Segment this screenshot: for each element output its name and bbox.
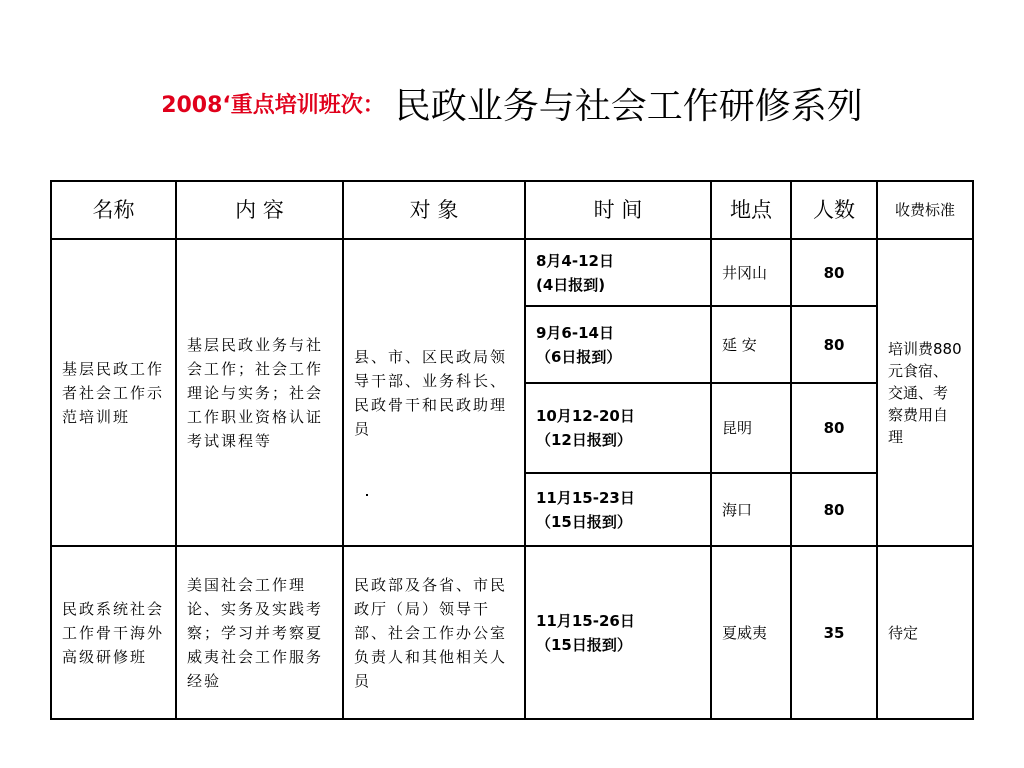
session-time-cell [525, 383, 711, 473]
title-main: 民政业务与社会工作研修系列 [394, 86, 863, 127]
session-count-cell: 80 [791, 306, 877, 383]
session-checkin: （6日报到） [536, 347, 622, 366]
session-count-cell: 35 [791, 546, 877, 719]
session-place-cell: 井冈山 [711, 239, 791, 306]
session-count-cell: 80 [791, 239, 877, 306]
session-place-cell: 海口 [711, 473, 791, 546]
header-content: 内 容 [176, 181, 343, 239]
session-dates: 11月15-23日 [536, 488, 635, 507]
course-content-cell: 基层民政业务与社会工作；社会工作理论与实务；社会工作职业资格认证考试课程等 [176, 239, 343, 546]
session-place-cell: 延 安 [711, 306, 791, 383]
session-time-cell [525, 473, 711, 546]
table-row [51, 239, 973, 306]
session-dates: 11月15-26日 [536, 611, 635, 630]
course-target-cell: 民政部及各省、市民政厅（局）领导干部、社会工作办公室负责人和其他相关人员 [343, 546, 525, 719]
session-count-cell: 80 [791, 473, 877, 546]
session-dates: 8月4-12日 [536, 251, 614, 270]
session-dates: 10月12-20日 [536, 407, 635, 425]
session-checkin: （15日报到） [536, 512, 632, 531]
session-place-cell: 夏威夷 [711, 546, 791, 719]
session-time-cell [525, 546, 711, 719]
table-header-row [51, 181, 973, 239]
header-time: 时 间 [525, 181, 711, 239]
fee-cell: 培训费880元食宿、交通、考察费用自理 [877, 239, 973, 546]
session-place-cell: 昆明 [711, 383, 791, 473]
course-target-cell: 县、市、区民政局领导干部、业务科长、民政骨干和民政助理员 [343, 239, 525, 546]
header-name: 名称 [51, 181, 176, 239]
title-prefix: 2008‘重点培训班次： [161, 93, 385, 118]
stray-dot [366, 494, 368, 496]
session-time-cell [525, 306, 711, 383]
course-name-cell: 基层民政工作者社会工作示范培训班 [51, 239, 176, 546]
header-place: 地点 [711, 181, 791, 239]
slide-title [0, 78, 1024, 129]
fee-cell: 待定 [877, 546, 973, 719]
session-dates: 9月6-14日 [536, 323, 614, 342]
course-name-cell: 民政系统社会工作骨干海外高级研修班 [51, 546, 176, 719]
course-content-cell: 美国社会工作理论、实务及实践考察；学习并考察夏威夷社会工作服务经验 [176, 546, 343, 719]
training-schedule-table [50, 180, 974, 720]
session-count-cell: 80 [791, 383, 877, 473]
session-checkin: （12日报到） [536, 431, 632, 449]
session-time-cell [525, 239, 711, 306]
header-target: 对 象 [343, 181, 525, 239]
header-count: 人数 [791, 181, 877, 239]
header-fee: 收费标准 [877, 181, 973, 239]
table-row [51, 546, 973, 719]
session-checkin: (4日报到) [536, 275, 606, 294]
session-checkin: （15日报到） [536, 635, 632, 654]
